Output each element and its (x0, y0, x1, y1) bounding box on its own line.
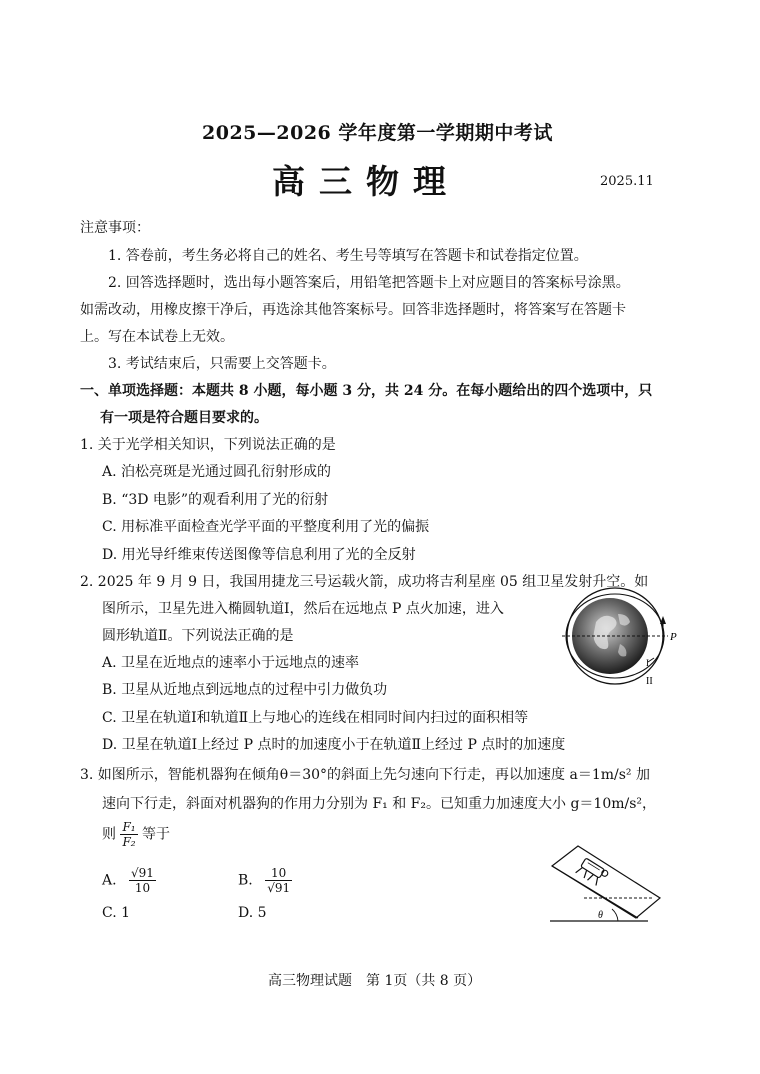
q3-option-c: C. 1 (102, 905, 131, 921)
q3-stem-line2: 速向下行走，斜面对机器狗的作用力分别为 F₁ 和 F₂。已知重力加速度大小 g＝10m/s²， (102, 796, 657, 812)
notice-item-1: 1. 答卷前，考生务必将自己的姓名、考生号等填写在答题卡和试卷指定位置。 (108, 248, 588, 264)
q2-option-b: B. 卫星从近地点到远地点的过程中引力做负功 (102, 682, 388, 698)
q3-fraction (120, 820, 137, 849)
exam-date: 2025.11 (600, 174, 654, 189)
q3-stem-prefix: 则 (102, 826, 116, 843)
q2-stem-line3: 圆形轨道Ⅱ。下列说法正确的是 (102, 628, 294, 644)
exam-title: 2025—2026 学年度第一学期期中考试 (202, 122, 553, 144)
q3-option-d: D. 5 (238, 905, 267, 921)
section-heading: 一、单项选择题：本题共 8 小题，每小题 3 分，共 24 分。在每小题给出的四个选项中，只 (80, 383, 653, 399)
q3-fraction-num: F₁ (122, 820, 136, 834)
notice-item-2: 2. 回答选择题时，选出每小题答案后，用铅笔把答题卡上对应题目的答案标号涂黑。 (108, 275, 630, 291)
notice-item-2-cont: 如需改动，用橡皮擦干净后，再选涂其他答案标号。回答非选择题时，将答案写在答题卡 (80, 302, 626, 318)
q3-fraction-den: F₂ (122, 835, 136, 849)
q3-stem-line1: 3. 如图所示，智能机器狗在倾角θ＝30°的斜面上先匀速向下行走，再以加速度 a＝1m/s² 加 (80, 767, 650, 783)
notice-item-3: 3. 考试结束后，只需要上交答题卡。 (108, 356, 336, 372)
q2-option-d: D. 卫星在轨道Ⅰ上经过 P 点时的加速度小于在轨道Ⅱ上经过 P 点时的加速度 (102, 737, 566, 753)
notice-item-2-cont2: 上。写在本试卷上无效。 (80, 329, 234, 345)
notice-heading: 注意事项： (80, 220, 150, 236)
q3-stem-line3 (102, 820, 170, 849)
q3-stem-suffix: 等于 (142, 826, 171, 843)
q1-option-c: C. 用标准平面检查光学平面的平整度利用了光的偏振 (102, 519, 430, 535)
q2-option-c: C. 卫星在轨道Ⅰ和轨道Ⅱ上与地心的连线在相同时间内扫过的面积相等 (102, 710, 529, 726)
q1-option-a: A. 泊松亮斑是光通过圆孔衍射形成的 (102, 464, 332, 480)
point-p-label: P (670, 631, 677, 643)
q3-option-b-den: √91 (267, 881, 291, 895)
q1-option-b: B. “3D 电影”的观看利用了光的衍射 (102, 492, 329, 508)
incline-block (552, 846, 660, 918)
q1-stem: 1. 关于光学相关知识，下列说法正确的是 (80, 437, 336, 453)
page-footer: 高三物理试题 第 1页（共 8 页） (268, 973, 482, 989)
q3-option-b (238, 866, 292, 895)
q3-option-a-label: A. (102, 872, 117, 889)
q3-option-a-num: √91 (131, 866, 154, 880)
incline-figure (548, 842, 668, 926)
q3-option-b-frac (265, 866, 292, 895)
q2-stem-line2: 图所示，卫星先进入椭圆轨道Ⅰ，然后在远地点 P 点火加速，进入 (102, 601, 504, 617)
theta-label: θ (598, 910, 603, 921)
orbit-figure (560, 584, 690, 692)
q3-option-b-label: B. (238, 872, 253, 889)
q3-option-a-den: 10 (134, 881, 151, 895)
q1-option-d: D. 用光导纤维束传送图像等信息利用了光的全反射 (102, 547, 416, 563)
orbit-ii-label: II (646, 676, 653, 687)
q3-option-b-num: 10 (265, 866, 292, 881)
q3-option-a (102, 866, 156, 895)
q2-stem-line1: 2. 2025 年 9 月 9 日，我国用捷龙三号运载火箭，成功将吉利星座 05 组卫星发射升空。如 (80, 574, 649, 590)
subject-title: 高三物理 (272, 162, 460, 201)
orbit-i-label: I (646, 658, 649, 668)
q2-option-a: A. 卫星在近地点的速率小于远地点的速率 (102, 655, 360, 671)
section-heading-cont: 有一项是符合题目要求的。 (100, 410, 268, 426)
q3-option-a-frac (129, 866, 156, 895)
